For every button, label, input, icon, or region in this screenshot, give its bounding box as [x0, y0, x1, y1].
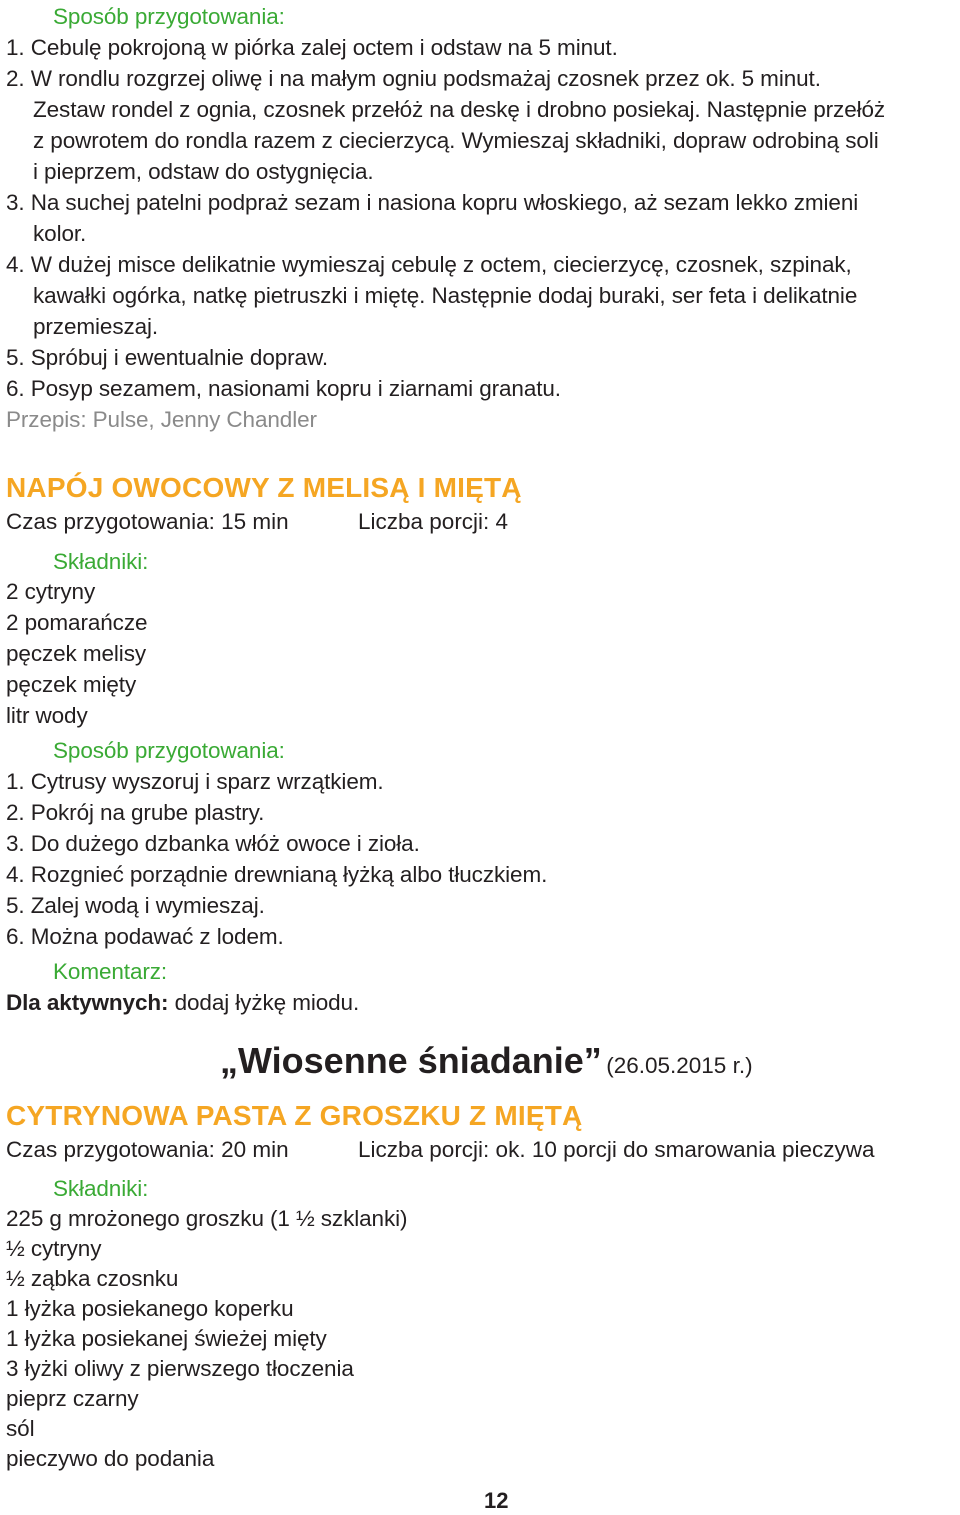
ingredient-item: 1 łyżka posiekanej świeżej mięty — [6, 1326, 327, 1351]
method-heading: Sposób przygotowania: — [53, 738, 285, 763]
step-line: 4. W dużej misce delikatnie wymieszaj cebulę z octem, ciecierzycę, czosnek, szpinak, — [6, 252, 852, 277]
servings: Liczba porcji: 4 — [358, 509, 509, 534]
ingredient-item: 3 łyżki oliwy z pierwszego tłoczenia — [6, 1356, 354, 1381]
step-line: 5. Zalej wodą i wymieszaj. — [6, 893, 265, 918]
step-line: 4. Rozgnieć porządnie drewnianą łyżką albo tłuczkiem. — [6, 862, 548, 887]
ingredient-item: 1 łyżka posiekanego koperku — [6, 1296, 294, 1321]
recipe-title: NAPÓJ OWOCOWY Z MELISĄ I MIĘTĄ — [6, 472, 522, 503]
step-line: 3. Na suchej patelni podpraż sezam i nasiona kopru włoskiego, aż sezam lekko zmieni — [6, 190, 859, 215]
step-line: kawałki ogórka, natkę pietruszki i miętę. Następnie dodaj buraki, ser feta i delikatnie — [33, 283, 858, 308]
step-line: kolor. — [33, 221, 87, 246]
step-line: przemieszaj. — [33, 314, 159, 339]
step-line: z powrotem do rondla razem z ciecierzycą. Wymieszaj składniki, dopraw odrobiną soli — [33, 128, 879, 153]
ingredient-item: litr wody — [6, 703, 88, 728]
ingredient-item: 225 g mrożonego groszku (1 ½ szklanki) — [6, 1206, 408, 1231]
ingredients-heading: Składniki: — [53, 1176, 149, 1201]
ingredient-item: ½ ząbka czosnku — [6, 1266, 179, 1291]
step-line: 5. Spróbuj i ewentualnie dopraw. — [6, 345, 329, 370]
ingredient-item: 2 cytryny — [6, 579, 96, 604]
step-line: 1. Cytrusy wyszoruj i sparz wrzątkiem. — [6, 769, 384, 794]
step-line: i pieprzem, odstaw do ostygnięcia. — [33, 159, 374, 184]
servings: Liczba porcji: ok. 10 porcji do smarowania pieczywa — [358, 1137, 875, 1162]
method-heading: Sposób przygotowania: — [53, 4, 285, 29]
step-line: 3. Do dużego dzbanka włóż owoce i zioła. — [6, 831, 420, 856]
prep-time: Czas przygotowania: 15 min — [6, 509, 289, 534]
ingredient-item: sól — [6, 1416, 35, 1441]
ingredient-item: 2 pomarańcze — [6, 610, 148, 635]
ingredient-item: pieprz czarny — [6, 1386, 139, 1411]
recipe-title: CYTRYNOWA PASTA Z GROSZKU Z MIĘTĄ — [6, 1100, 583, 1131]
step-line: 1. Cebulę pokrojoną w piórka zalej octem i odstaw na 5 minut. — [6, 35, 618, 60]
ingredient-item: pęczek melisy — [6, 641, 146, 666]
step-line: Zestaw rondel z ognia, czosnek przełóż na deskę i drobno posiekaj. Następnie przełóż — [33, 97, 886, 122]
section-date: (26.05.2015 r.) — [606, 1053, 753, 1078]
recipe-source: Przepis: Pulse, Jenny Chandler — [6, 407, 317, 432]
step-line: 2. Pokrój na grube plastry. — [6, 800, 265, 825]
section-heading — [220, 1040, 753, 1082]
comment-line — [6, 987, 359, 1018]
page-number: 12 — [484, 1488, 509, 1513]
comment-text: dodaj łyżkę miodu. — [168, 990, 360, 1015]
step-line: 6. Można podawać z lodem. — [6, 924, 284, 949]
step-line: 6. Posyp sezamem, nasionami kopru i ziarnami granatu. — [6, 376, 561, 401]
ingredient-item: pęczek mięty — [6, 672, 137, 697]
ingredient-item: pieczywo do podania — [6, 1446, 215, 1471]
ingredients-heading: Składniki: — [53, 549, 149, 574]
prep-time: Czas przygotowania: 20 min — [6, 1137, 289, 1162]
comment-label: Dla aktywnych: — [6, 990, 169, 1015]
step-line: 2. W rondlu rozgrzej oliwę i na małym ogniu podsmażaj czosnek przez ok. 5 minut. — [6, 66, 821, 91]
section-title: „Wiosenne śniadanie” — [220, 1040, 602, 1081]
ingredient-item: ½ cytryny — [6, 1236, 102, 1261]
comment-heading: Komentarz: — [53, 959, 168, 984]
